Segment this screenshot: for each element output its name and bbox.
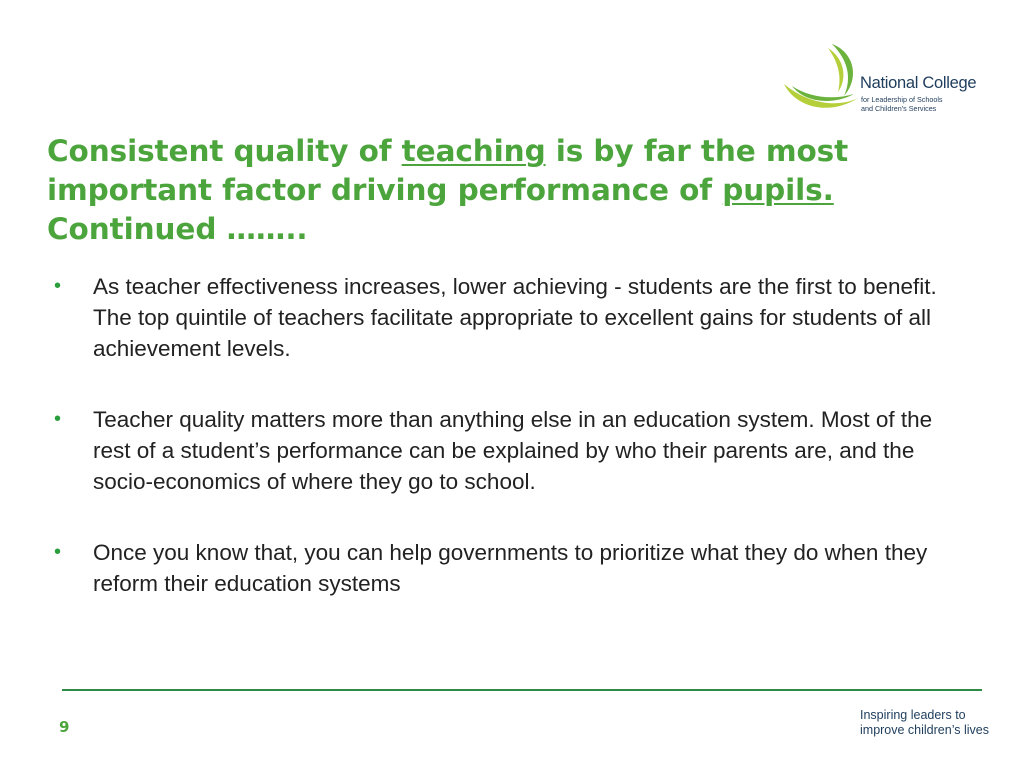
national-college-logo bbox=[778, 38, 988, 120]
title-pupils-underlined: pupils. bbox=[722, 173, 834, 207]
bullet-list bbox=[54, 271, 954, 599]
bullet-text: Once you know that, you can help governments to prioritize what they do when they reform their education systems bbox=[93, 540, 928, 596]
bullet-text: As teacher effectiveness increases, lower achieving - students are the first to benefit. The top quintile of teachers facilitate appropriate to excellent gains for students of all achievement levels. bbox=[93, 274, 937, 361]
bullet-item bbox=[54, 537, 954, 599]
logo-name: National College bbox=[860, 74, 977, 92]
bullet-item bbox=[54, 271, 954, 364]
slide-title bbox=[47, 132, 947, 249]
bullet-dot-icon: • bbox=[54, 408, 62, 430]
title-continued: Continued …….. bbox=[47, 212, 308, 246]
bullet-dot-icon: • bbox=[54, 541, 62, 563]
logo-subtitle-line-2: and Children's Services bbox=[861, 104, 937, 113]
bullet-text: Teacher quality matters more than anything else in an education system. Most of the rest of a student’s performance can be explained by who their parents are, and the socio-economics of where they go to school. bbox=[93, 407, 933, 494]
footer-tagline bbox=[860, 708, 989, 738]
footer-divider bbox=[62, 689, 982, 691]
title-text-1: Consistent quality of bbox=[47, 134, 402, 168]
tagline-line-2: improve children’s lives bbox=[860, 723, 989, 737]
leaf-swoosh-icon bbox=[778, 38, 868, 118]
logo-subtitle bbox=[861, 95, 943, 113]
bullet-dot-icon: • bbox=[54, 275, 62, 297]
bullet-item bbox=[54, 404, 954, 497]
title-text-2: is by far the most important factor driving performance of bbox=[47, 134, 849, 207]
tagline-line-1: Inspiring leaders to bbox=[860, 708, 966, 722]
page-number: 9 bbox=[59, 718, 70, 736]
title-teaching-underlined: teaching bbox=[401, 134, 546, 168]
logo-subtitle-line-1: for Leadership of Schools bbox=[861, 95, 943, 104]
